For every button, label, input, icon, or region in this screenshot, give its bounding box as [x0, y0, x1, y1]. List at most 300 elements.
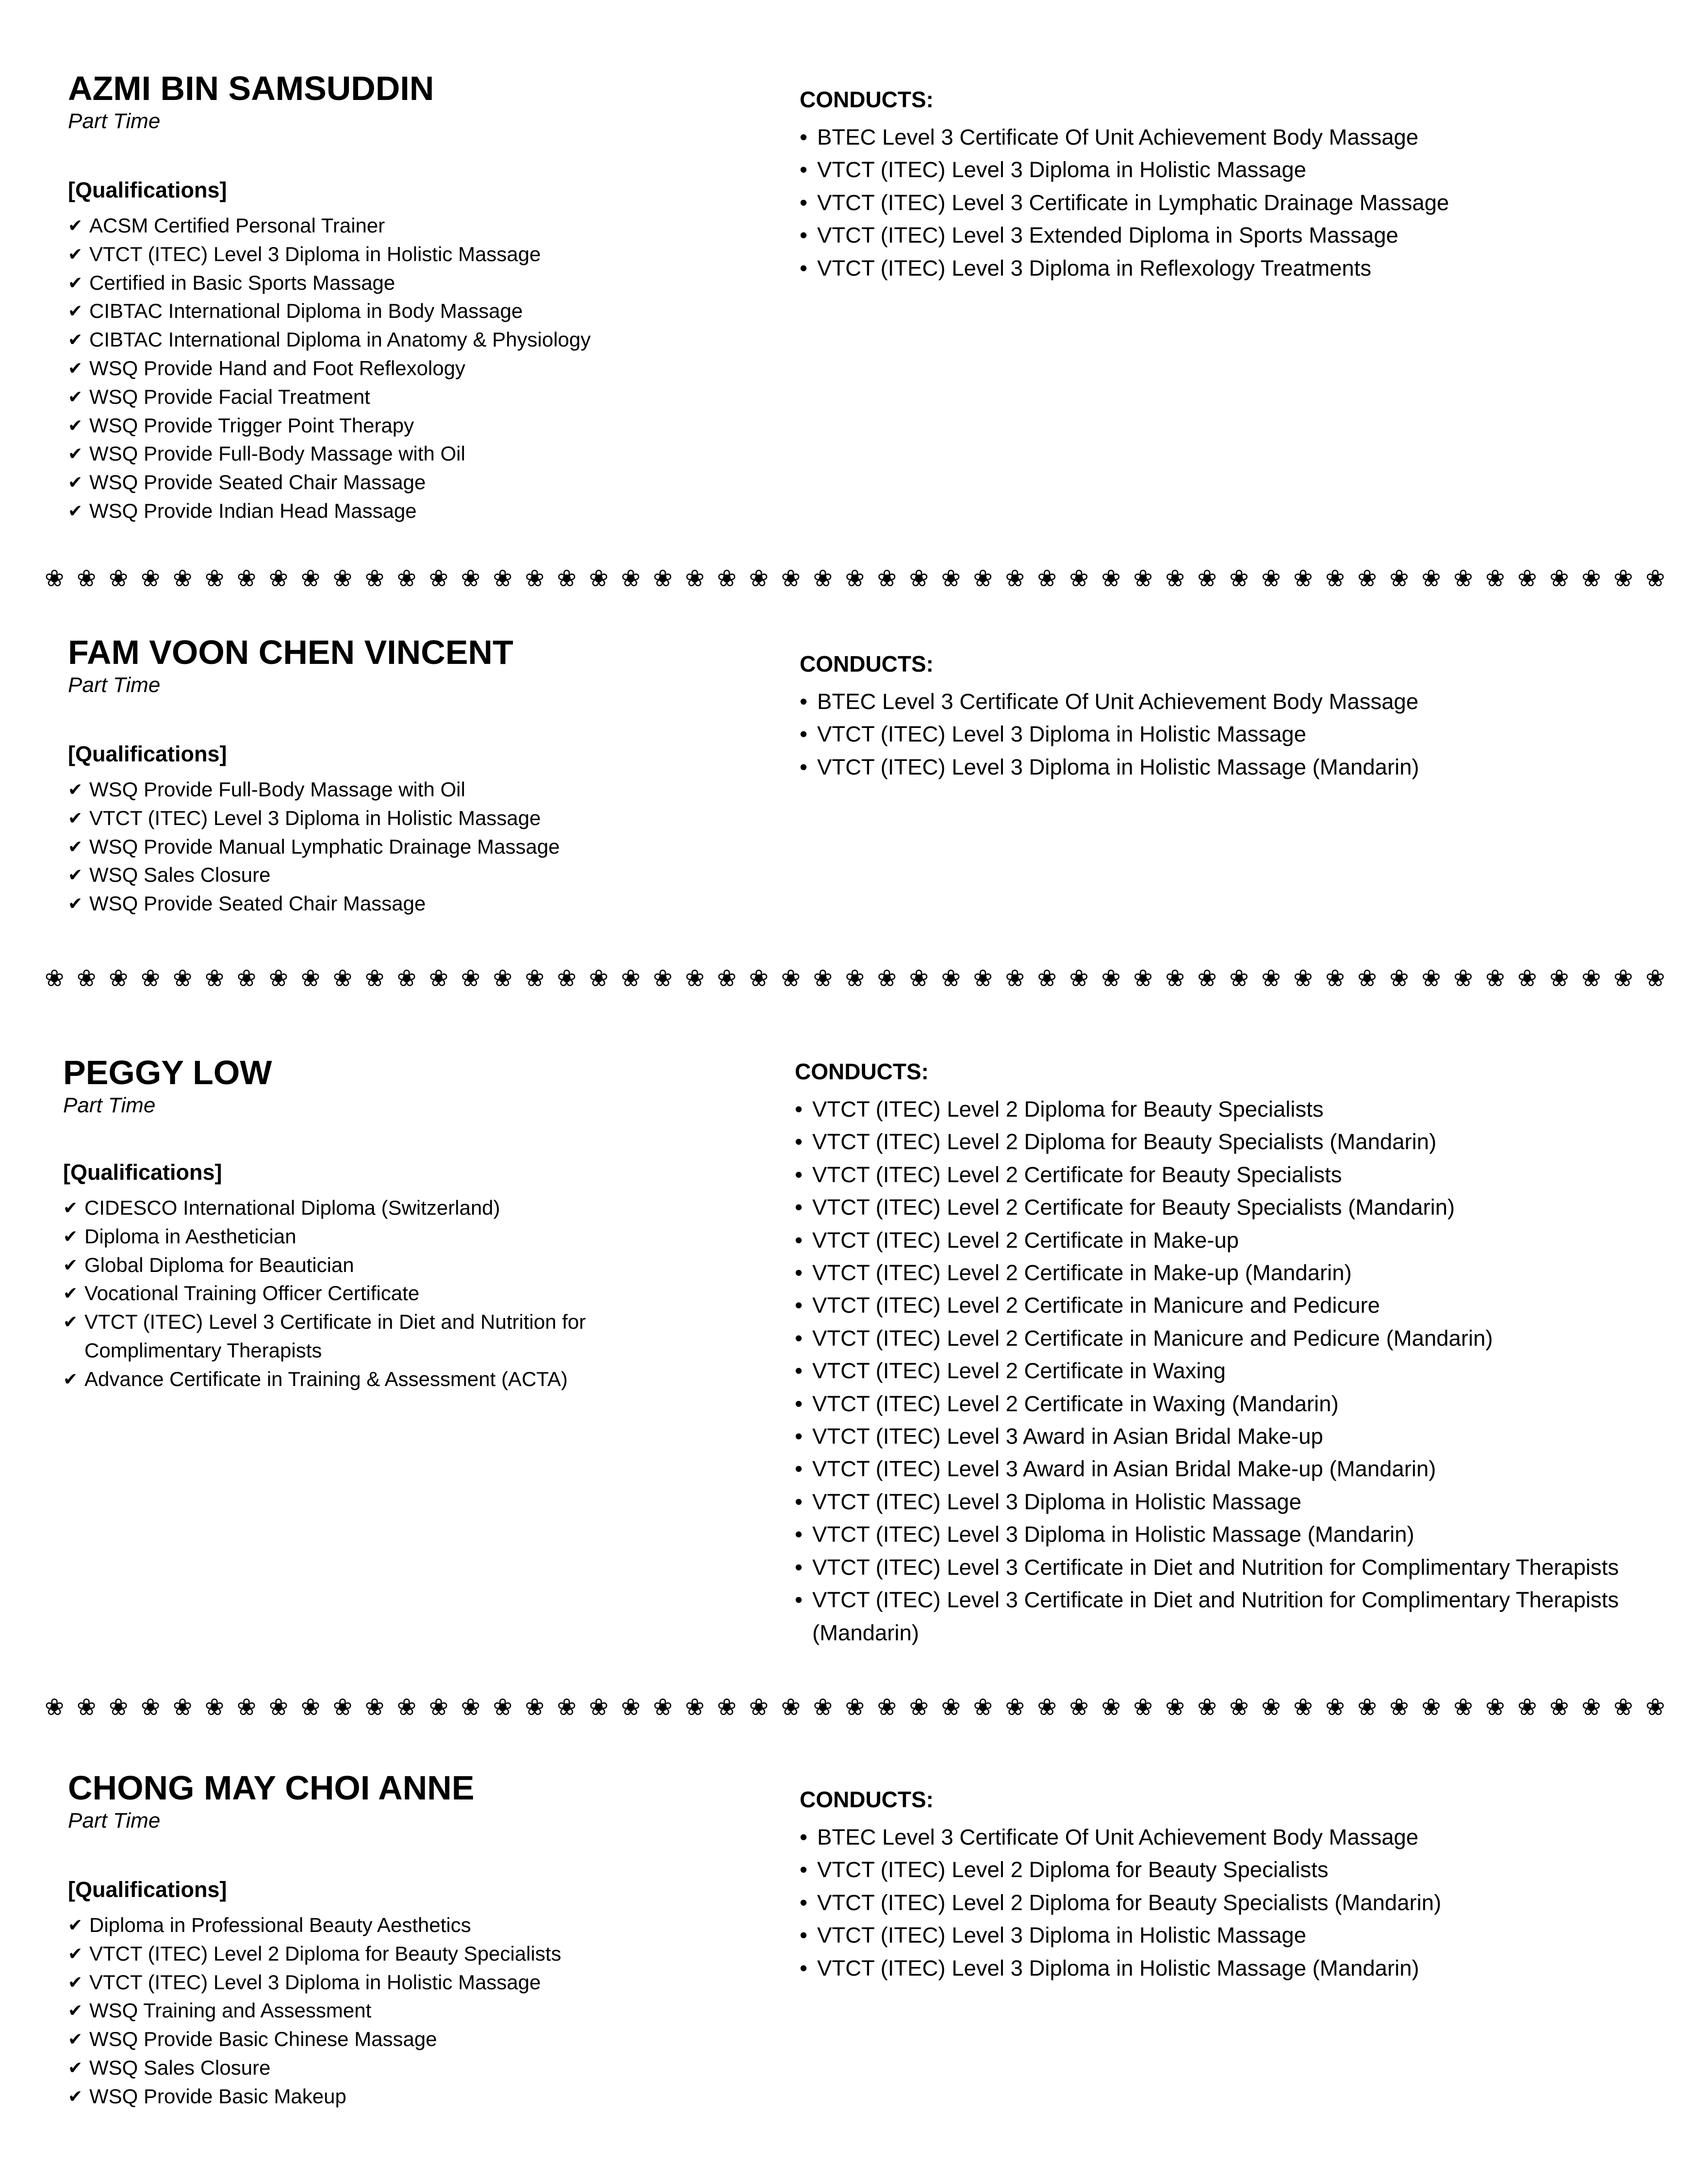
bullet-icon: • [800, 190, 807, 215]
qualification-item [68, 326, 747, 354]
flower-icon: ❀ [108, 965, 129, 992]
flower-icon: ❀ [1517, 965, 1537, 992]
conduct-item [800, 219, 1673, 251]
conduct-item [795, 1158, 1668, 1191]
flower-icon: ❀ [781, 565, 801, 592]
flower-icon: ❀ [525, 1694, 544, 1721]
flower-divider [45, 564, 1665, 593]
conduct-text: VTCT (ITEC) Level 2 Certificate in Waxing (Mandarin) [812, 1391, 1339, 1416]
flower-icon: ❀ [1645, 565, 1665, 592]
checkmark-icon: ✔ [68, 1915, 83, 1935]
checkmark-icon: ✔ [68, 330, 83, 350]
profile-right-column [795, 1058, 1668, 1649]
flower-icon: ❀ [1357, 565, 1377, 592]
checkmark-icon: ✔ [68, 301, 83, 321]
flower-icon: ❀ [1069, 965, 1089, 992]
conduct-text: VTCT (ITEC) Level 3 Diploma in Holistic Massage [812, 1489, 1302, 1514]
flower-icon: ❀ [204, 565, 225, 592]
flower-icon: ❀ [1581, 565, 1601, 592]
flower-icon: ❀ [1645, 965, 1665, 992]
qualification-text: WSQ Provide Basic Chinese Massage [89, 2028, 437, 2051]
qualification-item [68, 2082, 747, 2111]
bullet-icon: • [795, 1554, 803, 1580]
bullet-icon: • [800, 1923, 807, 1948]
conduct-text: VTCT (ITEC) Level 2 Certificate in Manicure and Pedicure [812, 1293, 1380, 1318]
conduct-text: VTCT (ITEC) Level 3 Certificate in Diet and Nutrition for Complimentary Therapists [812, 1554, 1619, 1580]
flower-icon: ❀ [45, 1694, 65, 1721]
qualification-item [68, 468, 747, 497]
flower-icon: ❀ [108, 1694, 129, 1721]
flower-icon: ❀ [749, 565, 769, 592]
qualification-item [63, 1194, 742, 1222]
conduct-item [800, 718, 1673, 750]
flower-icon: ❀ [589, 1694, 608, 1721]
flower-icon: ❀ [845, 965, 865, 992]
conducts-list [795, 1093, 1668, 1649]
checkmark-icon: ✔ [68, 836, 83, 857]
conduct-text: VTCT (ITEC) Level 3 Certificate in Lymphatic Drainage Massage [817, 190, 1449, 215]
flower-icon: ❀ [1517, 1694, 1537, 1721]
qualification-text: VTCT (ITEC) Level 3 Diploma in Holistic Massage [89, 242, 541, 265]
bullet-icon: • [795, 1260, 803, 1286]
flower-icon: ❀ [1133, 965, 1153, 992]
flower-icon: ❀ [1389, 1694, 1409, 1721]
qualification-item [68, 833, 747, 861]
flower-icon: ❀ [877, 965, 897, 992]
flower-icon: ❀ [1005, 1694, 1025, 1721]
checkmark-icon: ✔ [68, 1943, 83, 1964]
qualification-text: Diploma in Aesthetician [84, 1224, 296, 1248]
qualification-item [68, 804, 747, 833]
conduct-text: VTCT (ITEC) Level 3 Award in Asian Bridal Make-up [812, 1424, 1323, 1449]
conduct-item [795, 1518, 1668, 1551]
flower-icon: ❀ [1549, 965, 1569, 992]
conduct-text: VTCT (ITEC) Level 2 Certificate for Beauty Specialists (Mandarin) [812, 1195, 1455, 1220]
flower-icon: ❀ [1453, 965, 1473, 992]
qualifications-list [63, 1194, 742, 1394]
qualification-item [63, 1222, 742, 1251]
qualification-item [68, 269, 747, 297]
conducts-list [800, 121, 1673, 284]
bullet-icon: • [795, 1424, 803, 1449]
flower-icon: ❀ [76, 965, 97, 992]
qualification-item [68, 212, 747, 240]
qualification-item [68, 1911, 747, 1940]
checkmark-icon: ✔ [63, 1369, 78, 1389]
flower-icon: ❀ [941, 1694, 961, 1721]
flower-icon: ❀ [909, 1694, 929, 1721]
flower-icon: ❀ [332, 1694, 353, 1721]
flower-icon: ❀ [941, 965, 961, 992]
checkmark-icon: ✔ [63, 1198, 78, 1218]
conducts-list [800, 1821, 1673, 1984]
conduct-item [800, 685, 1673, 718]
qualification-text: WSQ Provide Full-Body Massage with Oil [89, 442, 465, 465]
conduct-text: VTCT (ITEC) Level 2 Diploma for Beauty Specialists [812, 1097, 1324, 1122]
qualification-text: ACSM Certified Personal Trainer [89, 214, 385, 237]
flower-icon: ❀ [525, 565, 544, 592]
checkmark-icon: ✔ [68, 358, 83, 378]
flower-icon: ❀ [1229, 965, 1249, 992]
flower-icon: ❀ [460, 1694, 481, 1721]
flower-icon: ❀ [1101, 565, 1121, 592]
flower-icon: ❀ [1421, 1694, 1441, 1721]
flower-icon: ❀ [396, 565, 417, 592]
conduct-item [795, 1551, 1668, 1584]
conduct-item [795, 1322, 1668, 1354]
person-name: PEGGY LOW [63, 1054, 272, 1091]
flower-icon: ❀ [1485, 965, 1505, 992]
qualification-text: CIBTAC International Diploma in Anatomy & Physiology [89, 328, 591, 351]
bullet-icon: • [795, 1456, 803, 1482]
qualification-text: VTCT (ITEC) Level 3 Certificate in Diet and Nutrition for Complimentary Therapists [84, 1310, 586, 1362]
flower-icon: ❀ [332, 965, 353, 992]
flower-icon: ❀ [589, 565, 608, 592]
conducts-heading: CONDUCTS: [800, 1787, 934, 1812]
flower-icon: ❀ [140, 565, 161, 592]
person-name: CHONG MAY CHOI ANNE [68, 1769, 475, 1807]
conduct-text: VTCT (ITEC) Level 3 Diploma in Holistic Massage [817, 157, 1307, 182]
bullet-icon: • [800, 125, 807, 149]
checkmark-icon: ✔ [63, 1283, 78, 1304]
conduct-item [795, 1224, 1668, 1256]
flower-icon: ❀ [813, 565, 833, 592]
qualification-text: WSQ Provide Indian Head Massage [89, 499, 417, 522]
conduct-text: BTEC Level 3 Certificate Of Unit Achievement Body Massage [817, 689, 1419, 714]
flower-icon: ❀ [717, 565, 737, 592]
flower-icon: ❀ [45, 965, 65, 992]
flower-icon: ❀ [685, 965, 705, 992]
qualification-text: Diploma in Professional Beauty Aesthetics [89, 1914, 471, 1936]
flower-icon: ❀ [653, 1694, 673, 1721]
profile-left-column [63, 1052, 742, 1394]
flower-icon: ❀ [45, 565, 65, 592]
flower-icon: ❀ [621, 965, 640, 992]
flower-icon: ❀ [685, 1694, 705, 1721]
qualifications-list [68, 212, 747, 526]
flower-icon: ❀ [493, 1694, 512, 1721]
flower-icon: ❀ [108, 565, 129, 592]
bullet-icon: • [800, 1955, 807, 1980]
qualification-item [68, 412, 747, 440]
flower-icon: ❀ [236, 965, 257, 992]
conduct-text: VTCT (ITEC) Level 3 Diploma in Holistic Massage [817, 1923, 1307, 1948]
bullet-icon: • [795, 1358, 803, 1384]
qualification-text: WSQ Sales Closure [89, 2056, 271, 2079]
checkmark-icon: ✔ [68, 244, 83, 264]
profile-left-column [68, 632, 747, 918]
flower-icon: ❀ [1197, 1694, 1217, 1721]
conduct-item [795, 1354, 1668, 1387]
flower-icon: ❀ [1645, 1694, 1665, 1721]
qualification-item [63, 1279, 742, 1308]
flower-icon: ❀ [364, 565, 385, 592]
checkmark-icon: ✔ [68, 1972, 83, 1992]
conduct-text: VTCT (ITEC) Level 3 Diploma in Holistic Massage (Mandarin) [812, 1522, 1414, 1547]
flower-icon: ❀ [1293, 565, 1313, 592]
qualifications-heading: [Qualifications] [68, 742, 227, 766]
qualification-text: WSQ Training and Assessment [89, 1999, 372, 2022]
qualification-text: VTCT (ITEC) Level 3 Diploma in Holistic Massage [89, 1970, 541, 1994]
flower-icon: ❀ [332, 565, 353, 592]
flower-icon: ❀ [76, 1694, 97, 1721]
conduct-text: VTCT (ITEC) Level 3 Diploma in Holistic Massage [817, 722, 1307, 747]
flower-icon: ❀ [172, 565, 193, 592]
qualification-text: WSQ Provide Seated Chair Massage [89, 471, 426, 494]
flower-icon: ❀ [877, 565, 897, 592]
person-role: Part Time [63, 1093, 156, 1117]
flower-icon: ❀ [1165, 1694, 1185, 1721]
flower-icon: ❀ [1485, 1694, 1505, 1721]
conduct-text: VTCT (ITEC) Level 3 Diploma in Reflexology Treatments [817, 255, 1372, 280]
conduct-text: VTCT (ITEC) Level 2 Diploma for Beauty Specialists (Mandarin) [817, 1890, 1442, 1915]
flower-icon: ❀ [1037, 565, 1057, 592]
flower-icon: ❀ [1549, 565, 1569, 592]
qualifications-list [68, 776, 747, 918]
checkmark-icon: ✔ [68, 893, 83, 914]
conduct-item [800, 121, 1673, 153]
conduct-text: BTEC Level 3 Certificate Of Unit Achievement Body Massage [817, 125, 1419, 149]
flower-icon: ❀ [1101, 965, 1121, 992]
flower-divider [45, 1693, 1665, 1722]
flower-icon: ❀ [781, 1694, 801, 1721]
qualification-item [68, 1968, 747, 1997]
flower-icon: ❀ [1389, 965, 1409, 992]
flower-icon: ❀ [460, 565, 481, 592]
flower-icon: ❀ [460, 965, 481, 992]
conducts-heading: CONDUCTS: [795, 1059, 929, 1084]
flower-icon: ❀ [396, 1694, 417, 1721]
conduct-text: BTEC Level 3 Certificate Of Unit Achievement Body Massage [817, 1825, 1419, 1849]
qualification-item [68, 890, 747, 918]
conduct-text: VTCT (ITEC) Level 3 Award in Asian Bridal Make-up (Mandarin) [812, 1456, 1436, 1482]
flower-icon: ❀ [172, 1694, 193, 1721]
flower-icon: ❀ [428, 1694, 449, 1721]
flower-icon: ❀ [1261, 565, 1281, 592]
conducts-heading: CONDUCTS: [800, 87, 934, 112]
checkmark-icon: ✔ [68, 500, 83, 521]
flower-icon: ❀ [653, 565, 673, 592]
flower-icon: ❀ [525, 965, 544, 992]
qualification-item [68, 383, 747, 412]
flower-icon: ❀ [1357, 1694, 1377, 1721]
flower-icon: ❀ [1325, 965, 1345, 992]
flower-icon: ❀ [557, 1694, 576, 1721]
bullet-icon: • [795, 1587, 803, 1613]
flower-icon: ❀ [1325, 1694, 1345, 1721]
qualification-item [68, 776, 747, 804]
bullet-icon: • [800, 255, 807, 280]
flower-icon: ❀ [557, 565, 576, 592]
conduct-item [800, 1919, 1673, 1951]
flower-icon: ❀ [1581, 965, 1601, 992]
bullet-icon: • [795, 1293, 803, 1318]
flower-icon: ❀ [973, 965, 993, 992]
flower-icon: ❀ [1101, 1694, 1121, 1721]
qualification-text: VTCT (ITEC) Level 2 Diploma for Beauty Specialists [89, 1942, 561, 1965]
flower-icon: ❀ [1421, 965, 1441, 992]
flower-icon: ❀ [1325, 565, 1345, 592]
conduct-text: VTCT (ITEC) Level 3 Extended Diploma in Sports Massage [817, 223, 1398, 248]
flower-icon: ❀ [749, 1694, 769, 1721]
conduct-item [795, 1420, 1668, 1452]
flower-icon: ❀ [1037, 965, 1057, 992]
flower-icon: ❀ [1037, 1694, 1057, 1721]
bullet-icon: • [800, 754, 807, 779]
checkmark-icon: ✔ [68, 386, 83, 407]
flower-icon: ❀ [364, 965, 385, 992]
conduct-text: VTCT (ITEC) Level 2 Certificate in Waxing [812, 1358, 1226, 1384]
checkmark-icon: ✔ [68, 272, 83, 293]
flower-icon: ❀ [1613, 1694, 1633, 1721]
qualifications-heading: [Qualifications] [68, 178, 227, 202]
conduct-text: VTCT (ITEC) Level 2 Diploma for Beauty Specialists (Mandarin) [812, 1129, 1437, 1155]
flower-icon: ❀ [1453, 1694, 1473, 1721]
flower-icon: ❀ [428, 965, 449, 992]
qualification-item [63, 1308, 628, 1365]
qualification-item [68, 440, 747, 468]
conduct-item [800, 153, 1673, 186]
flower-icon: ❀ [1069, 565, 1089, 592]
conduct-text: VTCT (ITEC) Level 3 Diploma in Holistic Massage (Mandarin) [817, 1955, 1419, 1980]
flower-icon: ❀ [268, 965, 289, 992]
qualification-text: Vocational Training Officer Certificate [84, 1282, 420, 1305]
bullet-icon: • [795, 1097, 803, 1122]
flower-icon: ❀ [653, 965, 673, 992]
flower-icon: ❀ [877, 1694, 897, 1721]
flower-icon: ❀ [268, 565, 289, 592]
bullet-icon: • [800, 157, 807, 182]
bullet-icon: • [795, 1129, 803, 1155]
conduct-item [800, 1952, 1673, 1984]
flower-icon: ❀ [941, 565, 961, 592]
conduct-item [795, 1485, 1668, 1518]
flower-icon: ❀ [973, 1694, 993, 1721]
flower-icon: ❀ [621, 565, 640, 592]
flower-icon: ❀ [204, 965, 225, 992]
profile-right-column [800, 650, 1673, 783]
flower-icon: ❀ [1197, 565, 1217, 592]
flower-divider [45, 964, 1665, 993]
checkmark-icon: ✔ [68, 444, 83, 464]
flower-icon: ❀ [1613, 965, 1633, 992]
flower-icon: ❀ [973, 565, 993, 592]
flower-icon: ❀ [1549, 1694, 1569, 1721]
flower-icon: ❀ [749, 965, 769, 992]
flower-icon: ❀ [909, 965, 929, 992]
checkmark-icon: ✔ [68, 2029, 83, 2049]
conduct-item [795, 1289, 1668, 1321]
flower-icon: ❀ [1613, 565, 1633, 592]
flower-icon: ❀ [1133, 1694, 1153, 1721]
profile-left-column [68, 68, 747, 526]
qualification-text: WSQ Provide Basic Makeup [89, 2084, 346, 2108]
qualification-item [63, 1251, 742, 1280]
qualification-text: Advance Certificate in Training & Assessment (ACTA) [84, 1367, 568, 1390]
qualification-text: WSQ Provide Trigger Point Therapy [89, 413, 414, 437]
bullet-icon: • [800, 1890, 807, 1915]
conduct-item [795, 1452, 1668, 1485]
conduct-text: VTCT (ITEC) Level 2 Certificate in Manicure and Pedicure (Mandarin) [812, 1325, 1493, 1351]
flower-icon: ❀ [1453, 565, 1473, 592]
qualification-item [68, 2054, 747, 2082]
qualification-text: VTCT (ITEC) Level 3 Diploma in Holistic Massage [89, 806, 541, 829]
conduct-item [795, 1093, 1668, 1125]
flower-icon: ❀ [1229, 565, 1249, 592]
qualification-text: CIBTAC International Diploma in Body Massage [89, 299, 523, 323]
qualification-text: Global Diploma for Beautician [84, 1253, 354, 1276]
qualification-text: WSQ Sales Closure [89, 863, 271, 887]
qualification-item [68, 497, 747, 526]
flower-icon: ❀ [1421, 565, 1441, 592]
qualifications-heading: [Qualifications] [68, 1877, 227, 1902]
flower-icon: ❀ [1389, 565, 1409, 592]
flower-icon: ❀ [589, 965, 608, 992]
conduct-text: VTCT (ITEC) Level 2 Certificate in Make-up [812, 1227, 1239, 1253]
conduct-item [795, 1584, 1668, 1649]
flower-icon: ❀ [1069, 1694, 1089, 1721]
qualification-item [68, 1940, 747, 1968]
flower-icon: ❀ [781, 965, 801, 992]
qualification-item [68, 240, 747, 269]
flower-icon: ❀ [845, 565, 865, 592]
conduct-text: VTCT (ITEC) Level 2 Certificate in Make-up (Mandarin) [812, 1260, 1352, 1286]
conduct-item [800, 186, 1673, 219]
bullet-icon: • [795, 1522, 803, 1547]
bullet-icon: • [795, 1195, 803, 1220]
flower-icon: ❀ [621, 1694, 640, 1721]
flower-icon: ❀ [1005, 965, 1025, 992]
flower-icon: ❀ [1197, 965, 1217, 992]
flower-icon: ❀ [1165, 565, 1185, 592]
flower-icon: ❀ [1485, 565, 1505, 592]
bullet-icon: • [795, 1325, 803, 1351]
flower-icon: ❀ [172, 965, 193, 992]
flower-icon: ❀ [1133, 565, 1153, 592]
profile-right-column [800, 86, 1673, 284]
checkmark-icon: ✔ [63, 1226, 78, 1246]
bullet-icon: • [795, 1489, 803, 1514]
profile-left-column [68, 1767, 747, 2111]
flower-icon: ❀ [268, 1694, 289, 1721]
flower-icon: ❀ [493, 565, 512, 592]
person-name: AZMI BIN SAMSUDDIN [68, 69, 434, 107]
person-name: FAM VOON CHEN VINCENT [68, 633, 513, 671]
person-role: Part Time [68, 1809, 161, 1832]
flower-icon: ❀ [204, 1694, 225, 1721]
bullet-icon: • [800, 1857, 807, 1882]
qualification-item [68, 354, 747, 383]
qualification-item [68, 1996, 747, 2025]
conduct-text: VTCT (ITEC) Level 2 Certificate for Beauty Specialists [812, 1162, 1342, 1187]
checkmark-icon: ✔ [68, 865, 83, 885]
bullet-icon: • [800, 689, 807, 714]
qualification-item [63, 1365, 742, 1394]
qualification-item [68, 2025, 747, 2054]
qualification-text: WSQ Provide Full-Body Massage with Oil [89, 778, 465, 801]
checkmark-icon: ✔ [68, 779, 83, 799]
conduct-item [800, 1886, 1673, 1919]
flower-icon: ❀ [364, 1694, 385, 1721]
checkmark-icon: ✔ [68, 2057, 83, 2078]
flower-icon: ❀ [236, 565, 257, 592]
conduct-text: VTCT (ITEC) Level 3 Certificate in Diet and Nutrition for Complimentary Therapists (Mandarin) [812, 1587, 1619, 1645]
conduct-item [800, 1821, 1673, 1853]
qualification-text: WSQ Provide Seated Chair Massage [89, 892, 426, 915]
qualifications-list [68, 1911, 747, 2111]
flower-icon: ❀ [685, 565, 705, 592]
flower-icon: ❀ [1229, 1694, 1249, 1721]
